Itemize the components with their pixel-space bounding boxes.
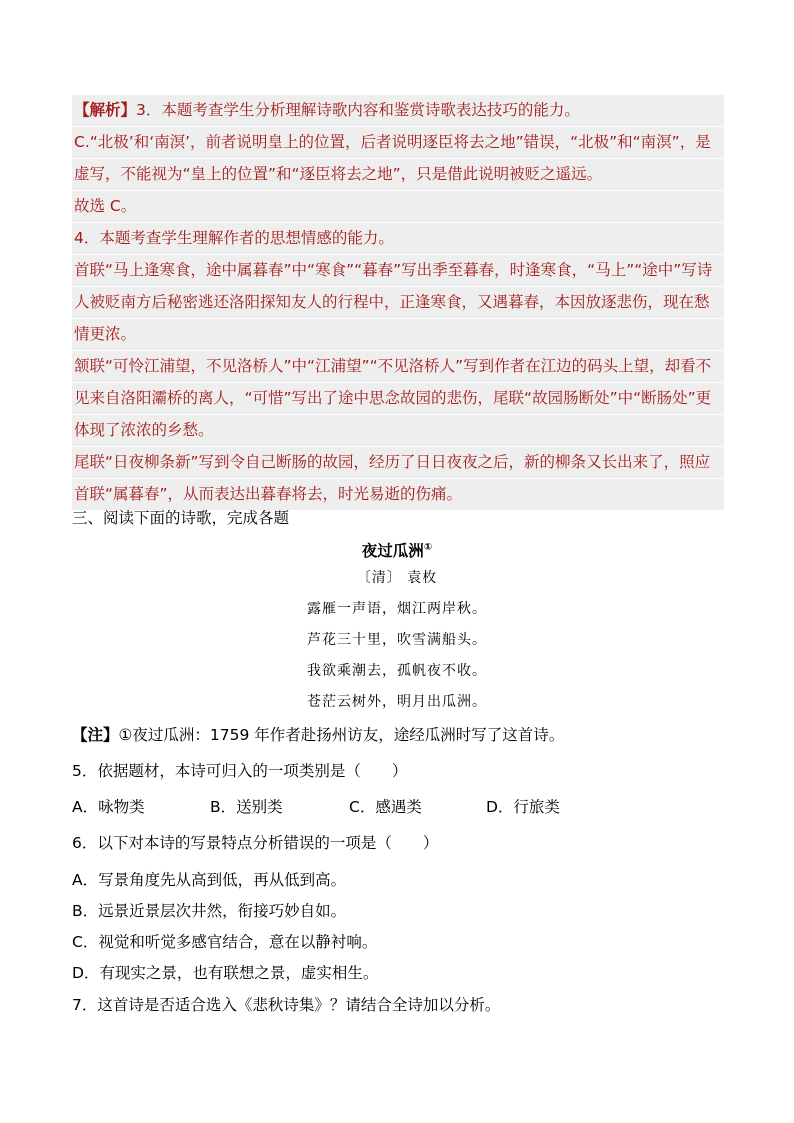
poem-line: 芦花三十里，吹雪满船头。: [307, 632, 487, 648]
question-5-options: [72, 792, 560, 823]
option-d: D．有现实之景，也有联想之景，虚实相生。: [72, 964, 379, 982]
analysis-q3-header: 【解析】3．本题考查学生分析理解诗歌内容和鉴赏诗歌表达技巧的能力。: [72, 95, 724, 127]
question-5-stem: 5．依据题材，本诗可归入的一项类别是（ ）: [72, 762, 408, 780]
option-d: D．行旅类: [486, 798, 560, 816]
option-a: A．写景角度先从高到低，再从低到高。: [72, 871, 347, 889]
analysis-text: 体现了浓浓的乡愁。: [72, 415, 724, 447]
analysis-label: 【解析】: [74, 101, 137, 119]
poem-line: 露雁一声语，烟江两岸秋。: [307, 601, 487, 617]
note-mark: ①: [118, 726, 133, 744]
option-c: C．视觉和听觉多感官结合，意在以静衬响。: [72, 933, 378, 951]
question-6-stem: 6．以下对本诗的写景特点分析错误的一项是（ ）: [72, 834, 439, 852]
option-b: B．远景近景层次井然，衔接巧妙自如。: [72, 902, 347, 920]
analysis-text: 颔联“可怜江浦望，不见洛桥人”中“江浦望”“不见洛桥人”写到作者在江边的码头上望，却看不: [72, 351, 724, 383]
analysis-text: C.“北极’和‘南溟’，前者说明皇上的位置，后者说明逐臣将去之地”错误，“北极”和“南溟”，是: [72, 127, 724, 159]
poem-line: 我欲乘潮去，孤帆夜不收。: [307, 663, 487, 679]
option-c: C．感遇类: [349, 798, 422, 816]
analysis-text: 首联“马上逢寒食，途中属暮春”中“寒食”“暮春”写出季至暮春，时逢寒食，“马上”“途中”写诗: [72, 255, 724, 287]
section-title: 三、阅读下面的诗歌，完成各题: [72, 509, 290, 527]
analysis-block: [72, 95, 724, 510]
poem-line: 苍茫云树外，明月出瓜洲。: [307, 694, 487, 710]
option-a: A．咏物类: [72, 798, 145, 816]
note-label: 【注】: [72, 726, 119, 744]
poem-title: 夜过瓜洲①: [361, 542, 433, 561]
analysis-text: 虚写，不能视为“皇上的位置”和“逐臣将去之地”，只是借此说明被贬之遥远。: [72, 159, 724, 191]
poem-note: [72, 720, 564, 751]
footnote-mark: ①: [423, 542, 433, 553]
question-7-stem: 7．这首诗是否适合选入《悲秋诗集》？请结合全诗加以分析。: [72, 996, 501, 1014]
analysis-text: 见来自洛阳灞桥的离人，“可惜”写出了途中思念故园的悲伤，尾联“故园肠断处”中“断肠处”更: [72, 383, 724, 415]
analysis-text: 首联“属暮春”，从而表达出暮春将去，时光易逝的伤痛。: [74, 485, 463, 503]
poem-author: 〔清〕 袁枚: [356, 570, 438, 586]
analysis-q4-header: 4．本题考查学生理解作者的思想情感的能力。: [72, 223, 724, 255]
analysis-text: 情更浓。: [72, 319, 724, 351]
analysis-text: 人被贬南方后秘密逃还洛阳探知友人的行程中，正逢寒食，又遇暮春，本因放逐悲伤，现在愁: [72, 287, 724, 319]
note-text: 夜过瓜洲：1759 年作者赴扬州访友，途经瓜洲时写了这首诗。: [132, 726, 565, 744]
option-b: B．送别类: [210, 798, 283, 816]
analysis-answer: 故选 C。: [72, 191, 724, 223]
analysis-text: 尾联“日夜柳条新”写到令自己断肠的故园，经历了日日夜夜之后，新的柳条又长出来了，照应: [72, 447, 724, 479]
